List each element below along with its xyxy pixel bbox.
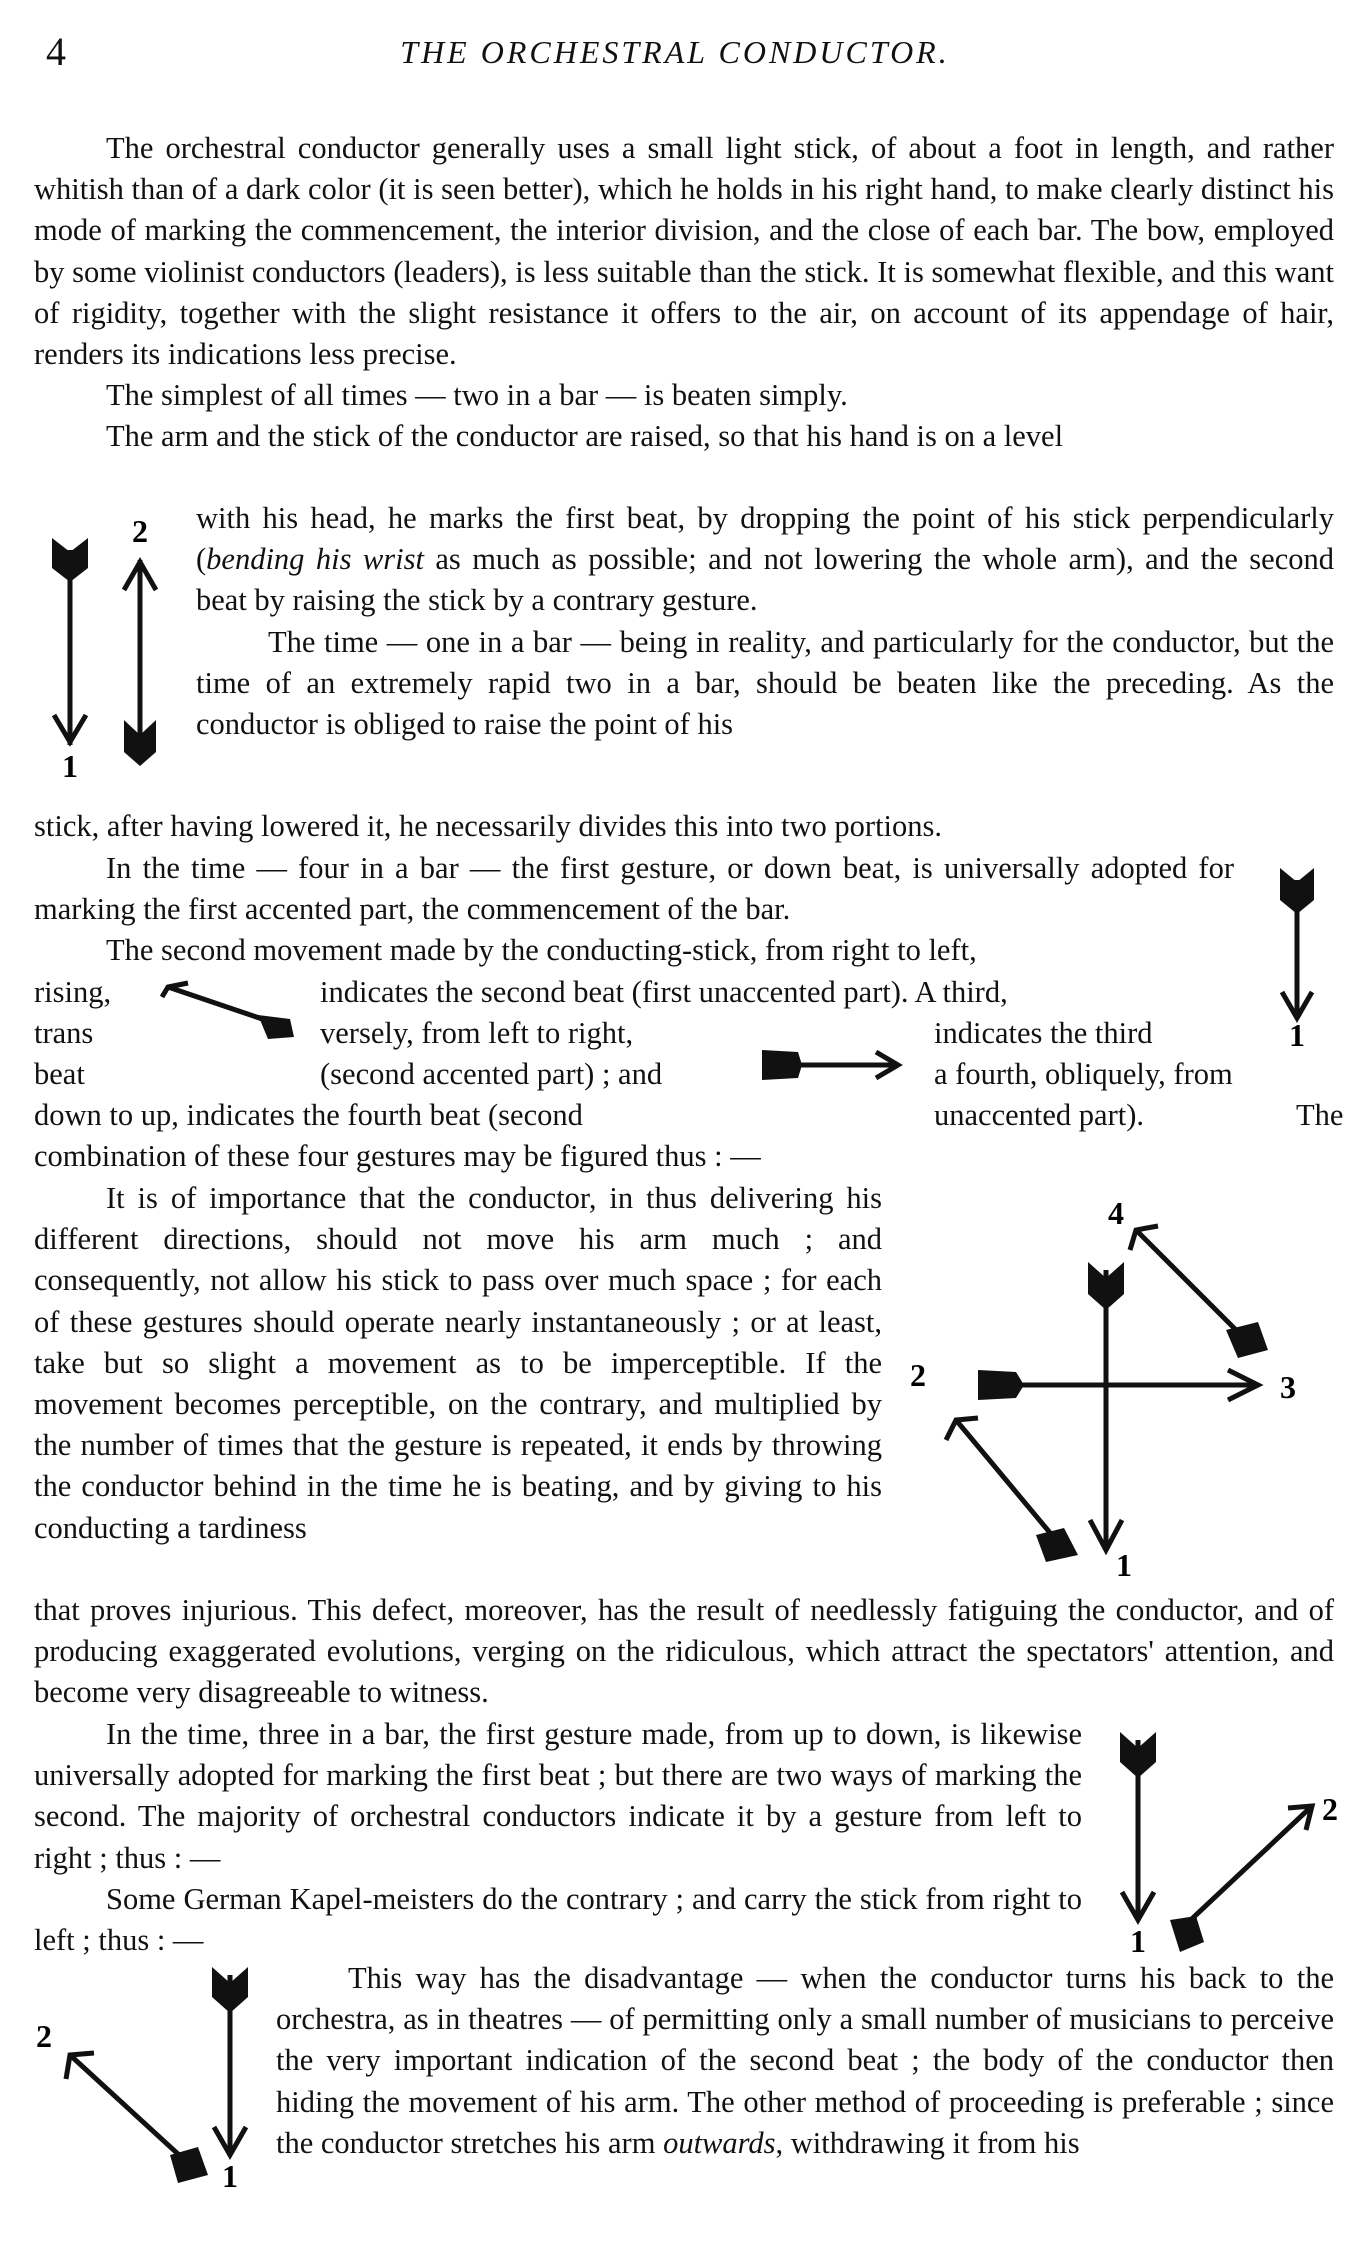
feather-icon	[762, 1050, 802, 1080]
four-c8: The	[1296, 1098, 1344, 1132]
feather-icon	[52, 538, 88, 582]
intro-text: The orchestral conductor generally uses a small light stick, of about a foot in length, and rather whitish than of a dark color (it is seen better), which he holds in his right hand, to make clearly distinct his mode of marking the commencement, the interior division, and the close of each bar. The bow, employed by some violinist conductors (leaders), is less suitable than the stick. It is somewhat flexible, and this want of rigidity, together with the slight resistance it offers to the air, on account of its appendage of hair, renders its indications less precise.	[34, 131, 1334, 372]
feather-icon	[1088, 1262, 1124, 1310]
one-in-bar-text: The time — one in a bar — being in reality, and particularly for the conductor, but the time of an extremely rapid two in a bar, should be beaten like the preceding. As the conductor is obliged to raise the point of his	[196, 624, 1334, 742]
trans-word: trans	[34, 1016, 94, 1050]
four-c7: unaccented part).	[934, 1098, 1144, 1132]
importance-tail-text: that proves injurious. This defect, moreover, has the result of needlessly fatiguing the conductor, and of producing exaggerated evolutions, verging on the ridiculous, which attract the spectators' attention, and become very disagreeable to witness.	[34, 1593, 1334, 1710]
simplest-text: The simplest of all times — two in a bar — is beaten simply.	[106, 378, 848, 413]
disadv-italic: outwards	[663, 2125, 776, 2160]
arm-rest: with his head, he marks the first beat, by dropping the point of his stick perpendicularly (	[196, 501, 1334, 577]
four-c6: down to up, indicates the fourth beat (second	[34, 1098, 583, 1132]
importance-text: It is of importance that the conductor, in thus delivering his different directions, should not move his arm much ; and consequently, not allow his stick to pass over much space ; for each of these gestures should operate nearly instantaneously ; or at least, take but so slight a movement as to be imperceptible. If the movement becomes perceptible, on the contrary, and multiplied by the number of times that the gesture is repeated, it ends by throwing the conductor behind in the time he is beating, and by giving to his conducting a tardiness	[34, 1181, 882, 1545]
four-c1: indicates the second beat (first unaccented part). A third,	[320, 975, 1008, 1009]
beat-2-label: 2	[1322, 1791, 1338, 1827]
page-number: 4	[46, 29, 66, 74]
arm-end: as much as possible; and not lowering the whole arm), and the second beat by raising the stick by a contrary gesture.	[196, 542, 1334, 618]
beat-1-label: 1	[222, 2158, 238, 2194]
one-tail-text: stick, after having lowered it, he necessarily divides this into two portions.	[34, 809, 943, 843]
two-in-bar-figure	[40, 520, 170, 780]
four-c3: indicates the third	[934, 1016, 1153, 1050]
arm-first-line: The arm and the stick of the conductor are raised, so that his hand is on a level	[106, 419, 1064, 454]
three-in-bar-figure-b	[30, 1955, 290, 2205]
feather-icon	[1120, 1732, 1156, 1778]
paragraph-three	[34, 1714, 1082, 1961]
feather-icon	[978, 1370, 1024, 1400]
four-c9: combination of these four gestures may be figured thus : —	[34, 1139, 761, 1173]
four-c4: (second accented part) ; and	[320, 1057, 663, 1091]
four-in-bar-figure	[896, 1190, 1336, 1590]
beat-1-label: 1	[1289, 1017, 1305, 1050]
inline-arrow-rtl	[150, 975, 300, 1045]
beat-word: beat	[34, 1057, 85, 1091]
feather-icon	[258, 1015, 294, 1039]
three-text: In the time, three in a bar, the first gesture made, from up to down, is likewise universally adopted for marking the first beat ; but there are two ways of marking the second. The majority of orchestral conductors indicate it by a gesture from left to right ; thus : —	[34, 1717, 1082, 1875]
beat-4-label: 4	[1108, 1195, 1124, 1231]
inline-arrow-ltr	[758, 1040, 908, 1090]
beat-3-label: 3	[1280, 1369, 1296, 1405]
three-in-bar-figure-a	[1100, 1720, 1340, 1960]
four-c5: a fourth, obliquely, from	[934, 1057, 1233, 1091]
rising-word: rising,	[34, 975, 112, 1009]
german-text: Some German Kapel-meisters do the contrary ; and carry the stick from right to left ; thus : —	[34, 1881, 1082, 1958]
disadv-a: This way has the disadvantage — when the conductor turns his back to the orchestra, as in theatres — of permitting only a small number of musicians to perceive the very important indication of the second beat ; the body of the conductor then hiding the movement of his arm. The other method of proceeding is preferable ; since the conductor stretches his arm	[276, 1961, 1334, 2160]
feather-icon	[1170, 1916, 1204, 1952]
beat-2-label: 2	[36, 2018, 52, 2054]
feather-icon	[212, 1967, 248, 2013]
paragraph-four	[34, 848, 1234, 972]
running-title: THE ORCHESTRAL CONDUCTOR.	[400, 34, 950, 70]
beat-1-label: 1	[62, 748, 78, 780]
feather-icon	[1036, 1528, 1078, 1562]
disadv-b: , withdrawing it from his	[775, 2125, 1080, 2160]
beat-1-label: 1	[1116, 1547, 1132, 1583]
paragraph-disadvantage	[276, 1958, 1334, 2164]
paragraph-arm	[196, 498, 1334, 745]
paragraph-importance-tail	[34, 1590, 1334, 1714]
four-b-text: The second movement made by the conducting-stick, from right to left,	[106, 933, 977, 968]
four-c2: versely, from left to right,	[320, 1016, 634, 1050]
paragraph-intro	[34, 128, 1334, 458]
four-a-text: In the time — four in a bar — the first gesture, or down beat, is universally adopted for marking the first accented part, the commencement of the bar.	[34, 851, 1234, 927]
paragraph-one-tail	[34, 806, 1334, 847]
arm-italic: bending his wrist	[206, 542, 424, 577]
paragraph-importance	[34, 1178, 882, 1549]
beat-2-label: 2	[910, 1357, 926, 1393]
beat-1-label: 1	[1130, 1923, 1146, 1959]
feather-icon	[1280, 868, 1314, 914]
beat-2-label: 2	[132, 520, 148, 549]
page-header	[0, 28, 1350, 88]
